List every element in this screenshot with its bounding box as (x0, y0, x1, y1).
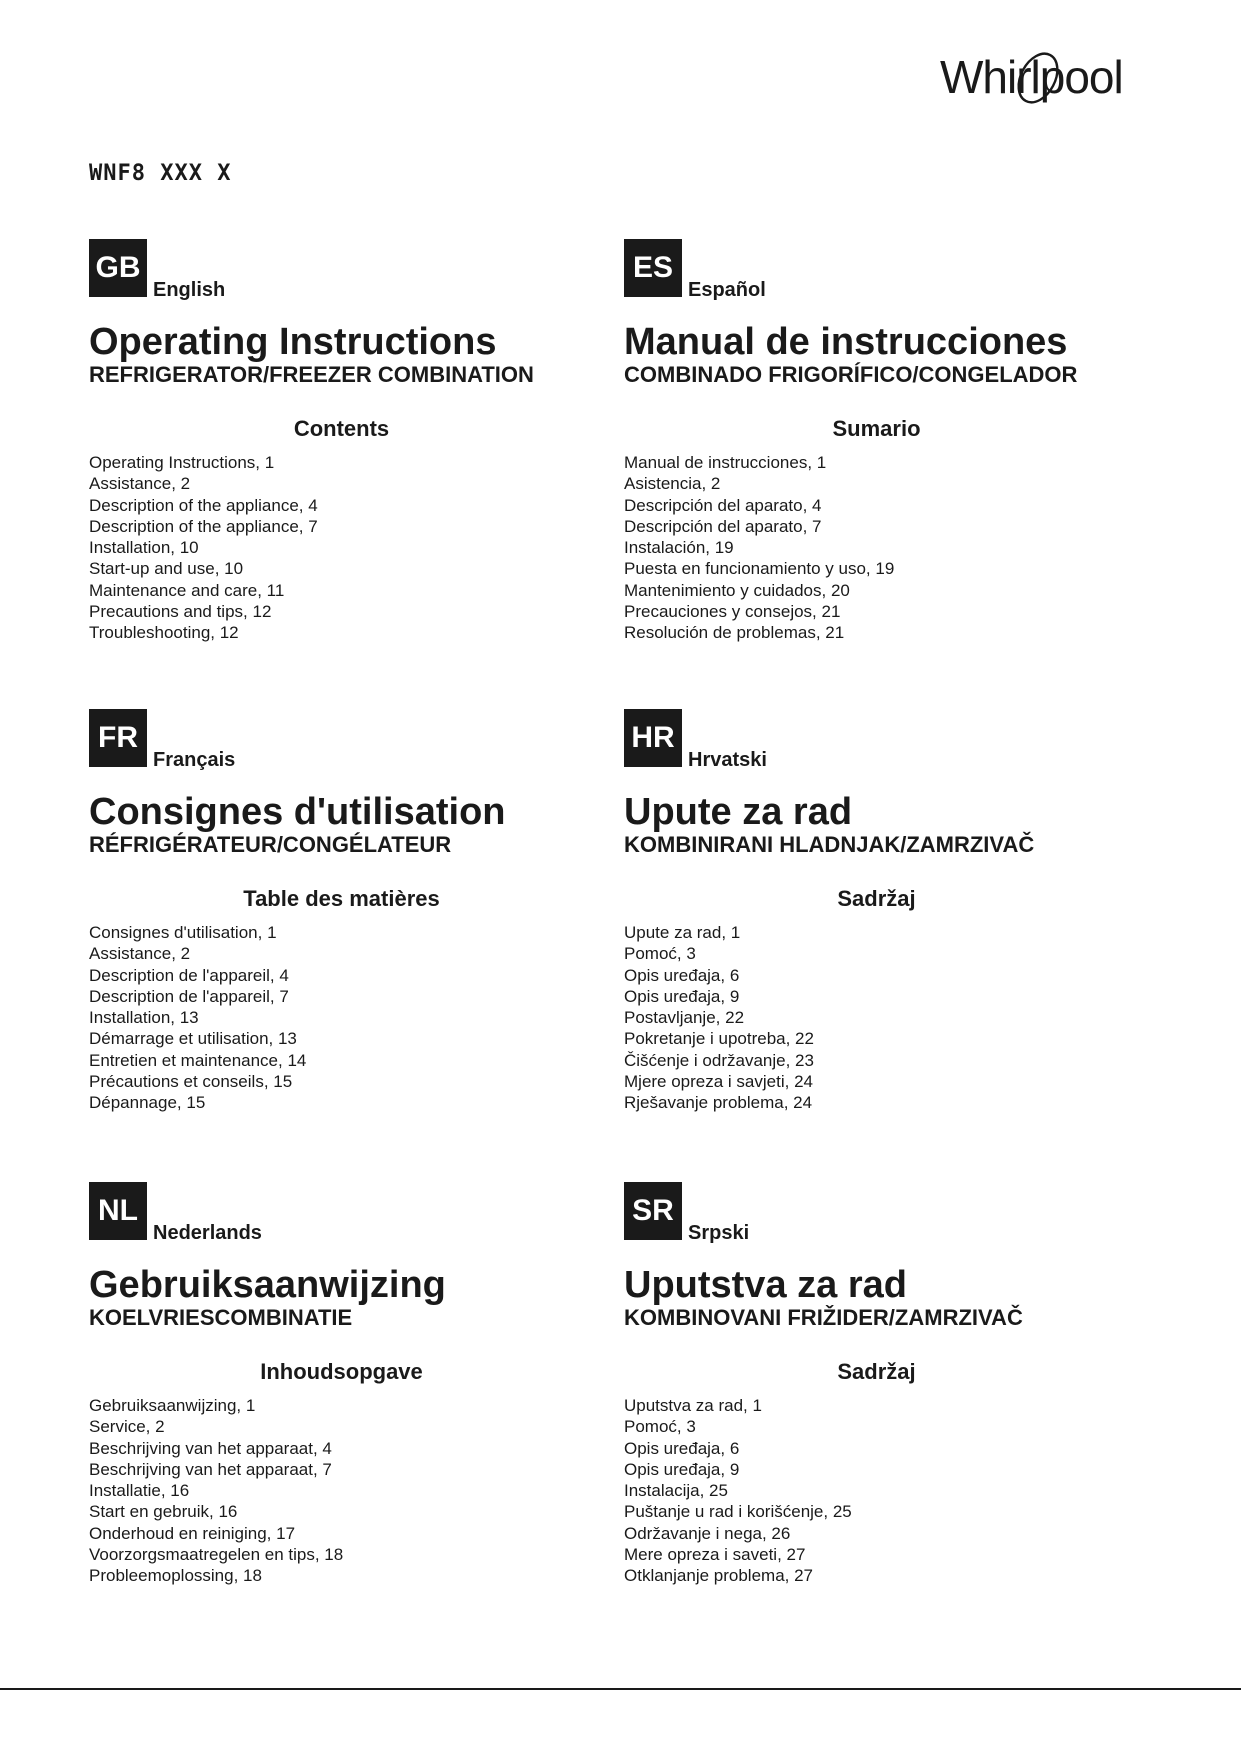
contents-item: Descripción del aparato, 4 (624, 495, 822, 515)
contents-item: Descripción del aparato, 7 (624, 516, 822, 536)
language-code-badge: FR (89, 709, 147, 767)
contents-heading: Sadržaj (837, 886, 916, 911)
language-name: Hrvatski (688, 749, 767, 771)
contents-item: Assistance, 2 (89, 944, 191, 964)
language-code-badge: HR (624, 709, 682, 767)
contents-item: Précautions et conseils, 15 (89, 1072, 293, 1092)
contents-item: Rješavanje problema, 24 (624, 1093, 813, 1113)
contents-list (89, 452, 609, 644)
contents-item: Otklanjanje problema, 27 (624, 1566, 814, 1586)
manual-title: Operating Instructions (89, 321, 497, 363)
appliance-type: KOELVRIESCOMBINATIE (89, 1305, 353, 1330)
language-code-badge: SR (624, 1182, 682, 1240)
section-hr (624, 709, 1144, 1114)
contents-item: Instalación, 19 (624, 538, 734, 558)
contents-heading: Sadržaj (837, 1359, 916, 1384)
contents-item: Opis uređaja, 9 (624, 1459, 740, 1479)
bottom-divider (0, 1688, 1241, 1690)
contents-item: Postavljanje, 22 (624, 1008, 745, 1028)
contents-item: Pokretanje i upotreba, 22 (624, 1029, 814, 1049)
contents-list (89, 1395, 609, 1587)
manual-title: Consignes d'utilisation (89, 791, 506, 833)
appliance-type: KOMBINOVANI FRIŽIDER/ZAMRZIVAČ (624, 1305, 1023, 1330)
language-name: English (153, 279, 226, 301)
contents-list (624, 452, 1144, 644)
logo-swirl-icon (940, 50, 1130, 120)
appliance-type: REFRIGERATOR/FREEZER COMBINATION (89, 362, 534, 387)
contents-item: Démarrage et utilisation, 13 (89, 1029, 297, 1049)
language-name: Français (153, 749, 236, 771)
section-es (624, 239, 1144, 644)
manual-title: Upute za rad (624, 791, 853, 833)
contents-item: Gebruiksaanwijzing, 1 (89, 1396, 256, 1415)
contents-item: Onderhoud en reiniging, 17 (89, 1523, 296, 1543)
section-nl (89, 1182, 609, 1587)
contents-item: Voorzorgsmaatregelen en tips, 18 (89, 1545, 344, 1565)
contents-item: Asistencia, 2 (624, 474, 721, 494)
contents-item: Probleemoplossing, 18 (89, 1566, 262, 1586)
contents-item: Installation, 10 (89, 538, 199, 558)
language-header (624, 709, 1144, 769)
contents-item: Mantenimiento y cuidados, 20 (624, 580, 850, 600)
contents-item: Start en gebruik, 16 (89, 1502, 238, 1522)
contents-item: Uputstva za rad, 1 (624, 1396, 762, 1415)
contents-heading: Contents (293, 416, 390, 441)
language-header (624, 1182, 1144, 1242)
language-header (89, 1182, 609, 1242)
contents-item: Consignes d'utilisation, 1 (89, 923, 277, 942)
contents-list (624, 1395, 1144, 1587)
manual-title: Manual de instrucciones (624, 321, 1068, 363)
contents-item: Pomoć, 3 (624, 944, 696, 964)
language-code-badge: NL (89, 1182, 147, 1240)
contents-item: Description of the appliance, 4 (89, 495, 318, 515)
manual-title: Gebruiksaanwijzing (89, 1264, 446, 1306)
whirlpool-logo (940, 50, 1130, 120)
contents-item: Troubleshooting, 12 (89, 623, 239, 643)
contents-item: Assistance, 2 (89, 474, 191, 494)
contents-item: Entretien et maintenance, 14 (89, 1050, 307, 1070)
contents-item: Čišćenje i održavanje, 23 (624, 1050, 814, 1070)
language-name: Srpski (688, 1222, 750, 1244)
contents-item: Upute za rad, 1 (624, 923, 741, 942)
contents-item: Start-up and use, 10 (89, 559, 244, 579)
section-fr (89, 709, 609, 1114)
appliance-type: RÉFRIGÉRATEUR/CONGÉLATEUR (89, 832, 452, 857)
contents-item: Precautions and tips, 12 (89, 602, 272, 622)
contents-item: Operating Instructions, 1 (89, 453, 275, 472)
language-header (624, 239, 1144, 299)
contents-item: Opis uređaja, 6 (624, 965, 740, 985)
contents-item: Pomoć, 3 (624, 1417, 696, 1437)
contents-item: Installatie, 16 (89, 1481, 190, 1501)
contents-item: Service, 2 (89, 1417, 165, 1437)
contents-item: Description de l'appareil, 7 (89, 986, 289, 1006)
language-name: Español (688, 279, 766, 301)
language-header (89, 239, 609, 299)
language-header (89, 709, 609, 769)
contents-item: Manual de instrucciones, 1 (624, 453, 827, 472)
contents-item: Beschrijving van het apparaat, 4 (89, 1438, 332, 1458)
contents-item: Mjere opreza i savjeti, 24 (624, 1072, 813, 1092)
contents-item: Opis uređaja, 6 (624, 1438, 740, 1458)
language-name: Nederlands (153, 1222, 262, 1244)
contents-item: Instalacija, 25 (624, 1481, 728, 1501)
contents-item: Maintenance and care, 11 (89, 580, 285, 600)
contents-heading: Inhoudsopgave (260, 1359, 423, 1384)
language-code-badge: ES (624, 239, 682, 297)
contents-item: Mere opreza i saveti, 27 (624, 1545, 806, 1565)
contents-item: Puštanje u rad i korišćenje, 25 (624, 1502, 852, 1522)
model-number: WNF8 XXX X (89, 161, 232, 186)
section-sr (624, 1182, 1144, 1587)
section-gb (89, 239, 609, 644)
language-code-badge: GB (89, 239, 147, 297)
contents-item: Resolución de problemas, 21 (624, 623, 845, 643)
contents-item: Installation, 13 (89, 1008, 199, 1028)
contents-item: Opis uređaja, 9 (624, 986, 740, 1006)
contents-item: Dépannage, 15 (89, 1093, 206, 1113)
contents-list (89, 922, 609, 1114)
appliance-type: COMBINADO FRIGORÍFICO/CONGELADOR (624, 362, 1078, 387)
contents-item: Description de l'appareil, 4 (89, 965, 289, 985)
contents-item: Description of the appliance, 7 (89, 516, 318, 536)
contents-heading: Table des matières (243, 886, 440, 911)
contents-item: Beschrijving van het apparaat, 7 (89, 1459, 332, 1479)
manual-title: Uputstva za rad (624, 1264, 907, 1306)
contents-item: Održavanje i nega, 26 (624, 1523, 791, 1543)
logo-wordmark: Whirlpool (940, 51, 1123, 103)
contents-list (624, 922, 1144, 1114)
contents-item: Precauciones y consejos, 21 (624, 602, 841, 622)
contents-heading: Sumario (832, 416, 921, 441)
appliance-type: KOMBINIRANI HLADNJAK/ZAMRZIVAČ (624, 832, 1035, 857)
contents-item: Puesta en funcionamiento y uso, 19 (624, 559, 895, 579)
